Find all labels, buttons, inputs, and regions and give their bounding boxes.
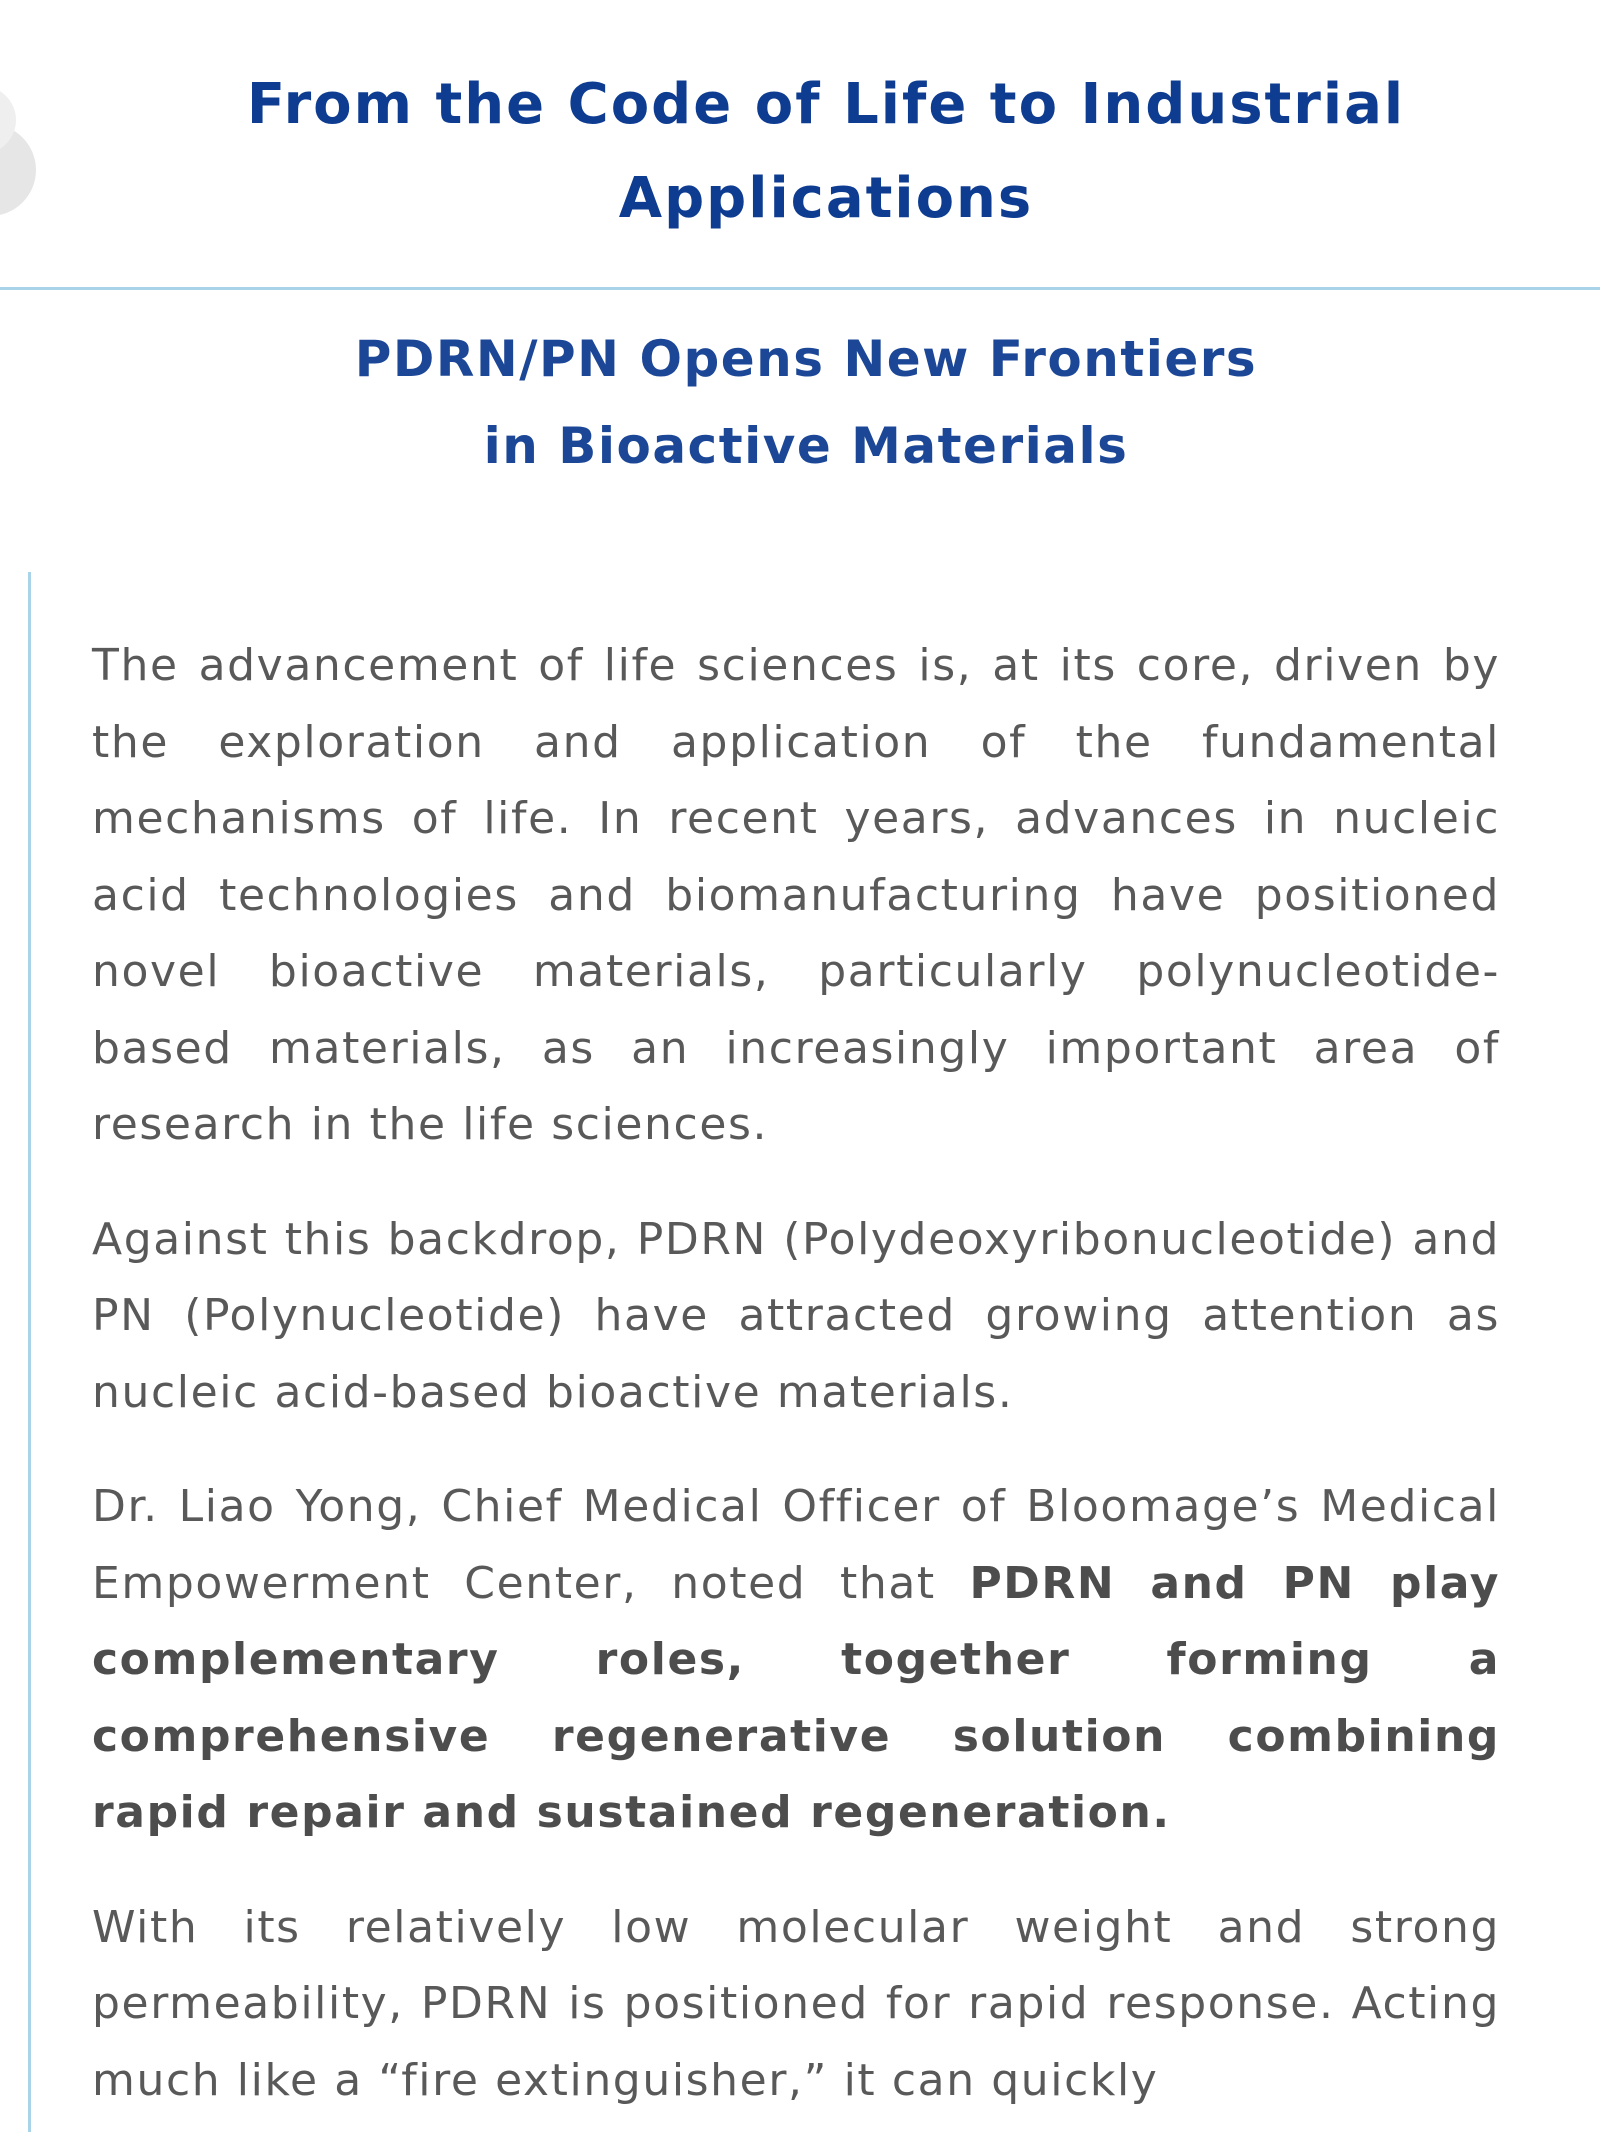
article-body [92, 628, 1500, 2132]
paragraph-1: The advancement of life sciences is, at its core, driven by the exploration and application of the fundamental mechanisms of life. In recent years, advances in nucleic acid technologies and biomanufacturing have positioned novel bioactive materials, particularly polynucleotide-based materials, as an increasingly important area of research in the life sciences. [92, 640, 1500, 1150]
paragraph-4: With its relatively low molecular weight and strong permeability, PDRN is positioned for rapid response. Acting much like a “fire extinguisher,” it can quickly [92, 1901, 1500, 2106]
paragraph-3-intro: Dr. Liao Yong, Chief Medical Officer of Bloomage’s Medical Empowerment Center, noted that [92, 1481, 1500, 1609]
content-left-border [28, 572, 31, 2132]
section-subtitle-line-2: in Bioactive Materials [483, 417, 1129, 475]
page-title-line-2: Applications [618, 166, 1034, 231]
paragraph-3-highlight: PDRN and PN play complementary roles, together forming a comprehensive regenerative solution combining rapid repair and sustained regeneration. [92, 1557, 1500, 1838]
paragraph-3 [92, 1469, 1500, 1852]
page-title-line-1: From the Code of Life to Industrial [246, 72, 1406, 137]
section-subtitle [0, 316, 1600, 490]
title-divider [0, 287, 1600, 290]
section-subtitle-line-1: PDRN/PN Opens New Frontiers [354, 330, 1258, 388]
paragraph-2: Against this backdrop, PDRN (Polydeoxyribonucleotide) and PN (Polynucleotide) have attracted growing attention as nucleic acid-based bioactive materials. [92, 1213, 1500, 1418]
page-title [0, 58, 1600, 246]
